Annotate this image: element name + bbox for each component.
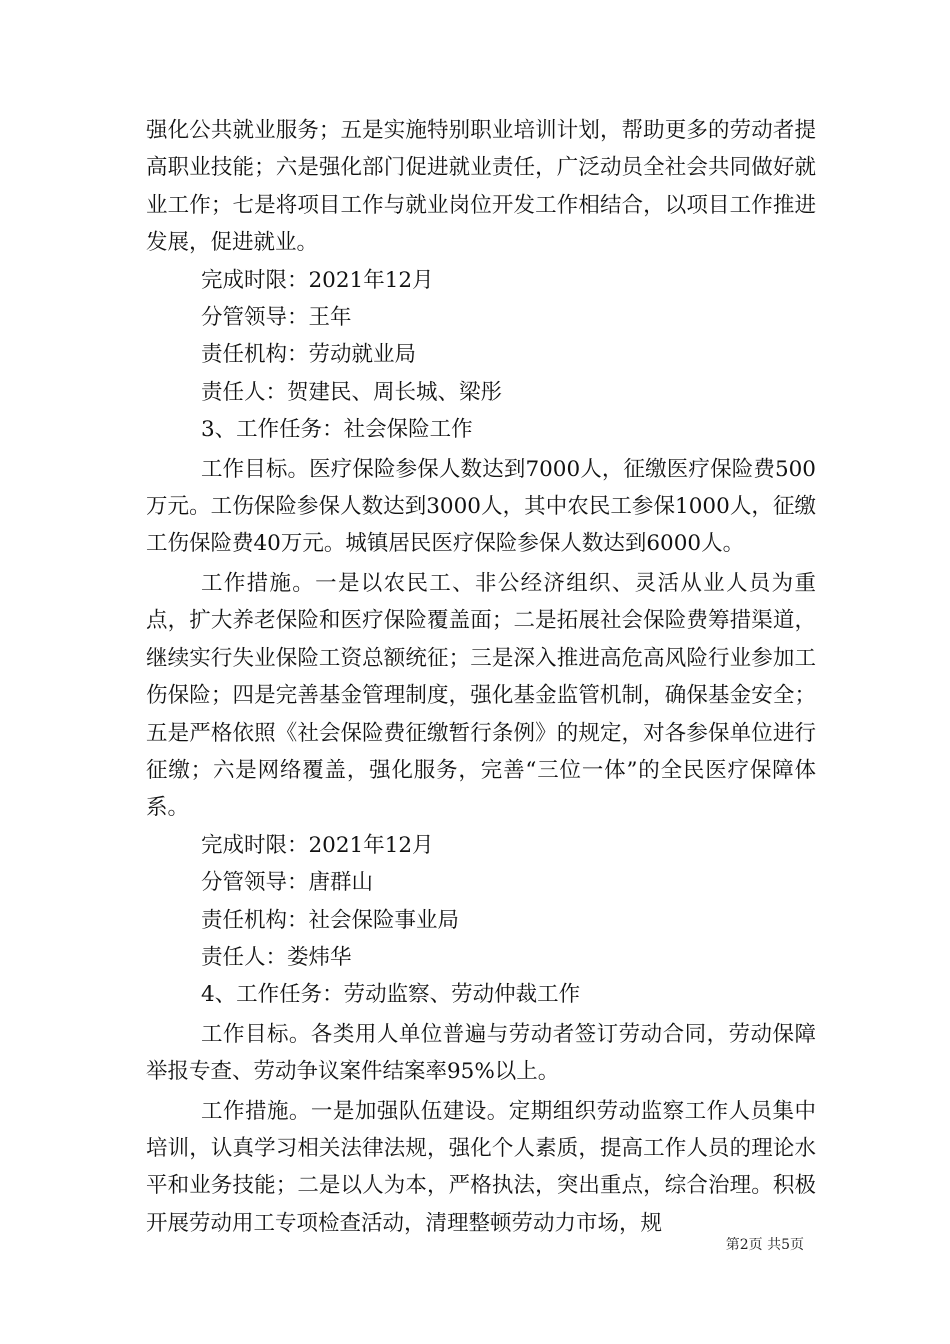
task-heading-social-insurance: 3、工作任务：社会保险工作	[201, 417, 473, 443]
leader-line: 分管领导：王年	[201, 305, 352, 331]
page-number-footer: 第2页 共5页	[725, 1237, 804, 1253]
leader-line: 分管领导：唐群山	[201, 870, 374, 896]
deadline-line: 完成时限：2021年12月	[201, 267, 434, 293]
responsible-person-line: 责任人：贺建民、周长城、梁彤	[201, 379, 503, 405]
paragraph-social-insurance-measures: 工作措施。一是以农民工、非公经济组织、灵活从业人员为重点，扩大养老保险和医疗保险覆盖面；二是拓展社会保险费筹措渠道，继续实行失业保险工资总额统征；三是深入推进高危高风险行业参加工伤保险；四是完善基金管理制度，强化基金监管机制，确保基金安全；五是严格依照《社会保险费征缴暂行条例》的规定，对各参保单位进行征缴；六是网络覆盖，强化服务，完善“三位一体”的全民医疗保障体系。	[146, 570, 816, 821]
agency-line: 责任机构：劳动就业局	[201, 342, 417, 368]
responsible-person-line: 责任人：娄炜华	[201, 944, 352, 970]
paragraph-employment-measures-continued: 强化公共就业服务；五是实施特别职业培训计划，帮助更多的劳动者提高职业技能；六是强化部门促进就业责任，广泛动员全社会共同做好就业工作；七是将项目工作与就业岗位开发工作相结合，以项目工作推进发展，促进就业。	[146, 118, 816, 256]
paragraph-labor-inspection-goal: 工作目标。各类用人单位普遍与劳动者签订劳动合同，劳动保障举报专查、劳动争议案件结案率95%以上。	[146, 1021, 816, 1085]
paragraph-labor-inspection-measures: 工作措施。一是加强队伍建设。定期组织劳动监察工作人员集中培训，认真学习相关法律法规，强化个人素质，提高工作人员的理论水平和业务技能；二是以人为本，严格执法，突出重点，综合治理。积极开展劳动用工专项检查活动，清理整顿劳动力市场，规	[146, 1098, 816, 1236]
document-body	[146, 112, 816, 1242]
task-heading-labor-inspection: 4、工作任务：劳动监察、劳动仲裁工作	[201, 982, 581, 1008]
agency-line: 责任机构：社会保险事业局	[201, 907, 460, 933]
paragraph-social-insurance-goal: 工作目标。医疗保险参保人数达到7000人，征缴医疗保险费500万元。工伤保险参保人数达到3000人，其中农民工参保1000人，征缴工伤保险费40万元。城镇居民医疗保险参保人数达到6000人。	[146, 456, 816, 557]
deadline-line: 完成时限：2021年12月	[201, 832, 434, 858]
